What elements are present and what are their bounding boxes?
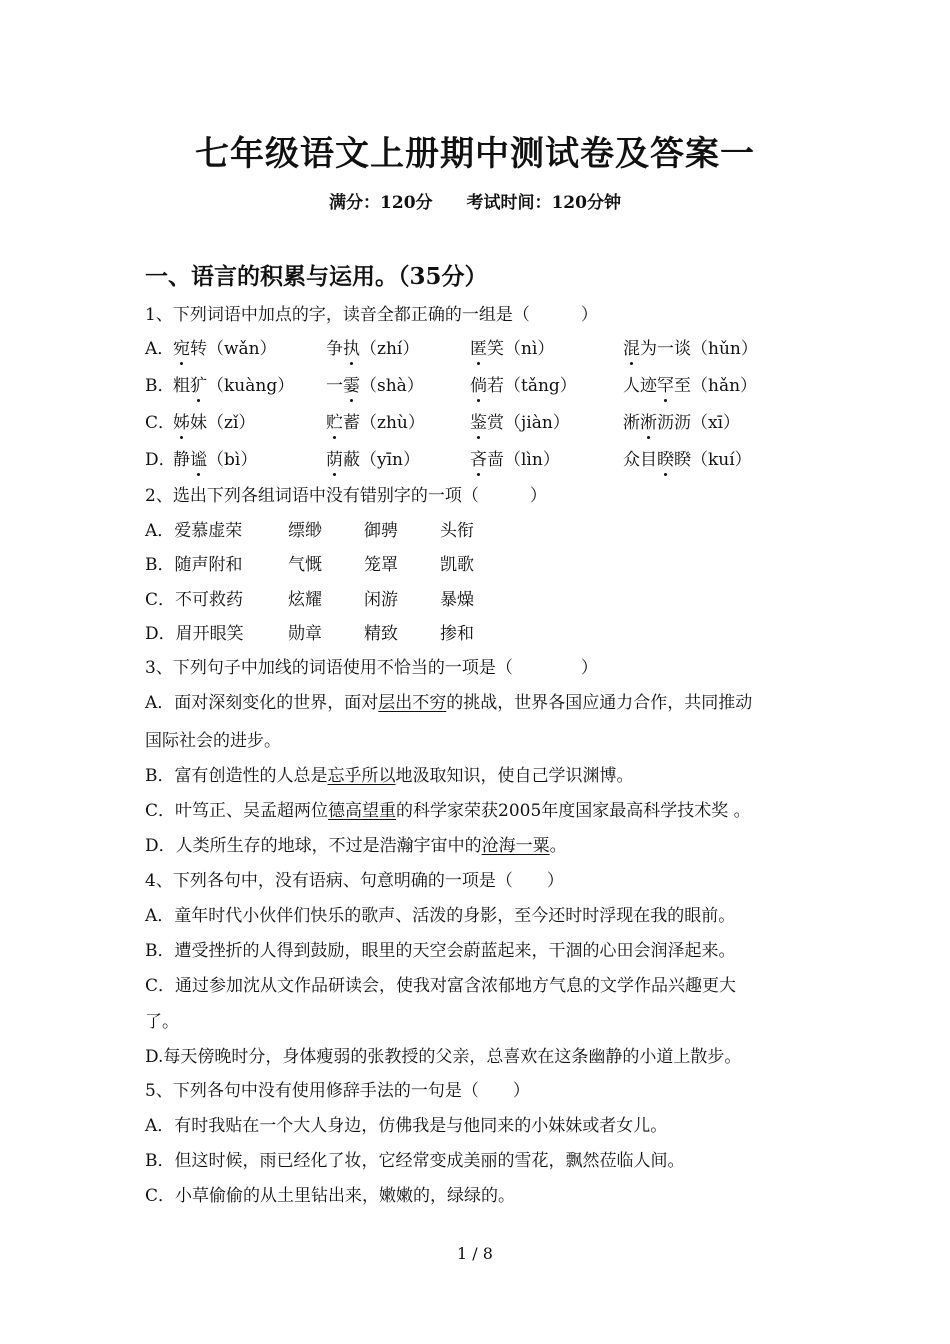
word: 荫蔽（yīn） [326,445,420,470]
dotted-char: 混 [623,334,640,359]
question-4-stem: 4、下列各句中，没有语病、句意明确的一项是（ ） [145,871,564,891]
word: 贮蓄（zhù） [326,408,425,433]
word: 一霎（shà） [326,371,424,396]
dotted-char: 淅 [640,408,657,433]
q1-option-a: A． 宛转（wǎn） 争执（zhí） 匿笑（nì） 混为一谈（hǔn） [145,334,805,358]
dotted-char: 贮 [326,408,343,433]
dotted-char: 谧 [190,445,207,470]
dotted-char: 姊 [173,408,190,433]
word: 倘若（tǎng） [470,371,577,396]
q1-option-c: C． 姊妹（zǐ） 贮蓄（zhù） 鉴赏（jiàn） 淅淅沥沥（xī） [145,408,805,432]
exam-meta [0,188,950,213]
word: 淅淅沥沥（xī） [623,408,740,433]
q4-option-b: B．遭受挫折的人得到鼓励，眼里的天空会蔚蓝起来，干涸的心田会润泽起来。 [145,941,736,961]
dotted-char: 罕 [657,371,674,396]
word: 混为一谈（hǔn） [623,334,758,359]
q2-option-d: D．眉开眼笑 勋章 精致 掺和 [145,624,474,644]
section-heading: 一、语言的积累与运用。（35分） [145,263,488,290]
word: 宛转（wǎn） [173,334,277,359]
dotted-char: 鉴 [470,408,487,433]
dotted-char: 睽 [657,445,674,470]
word: 鉴赏（jiàn） [470,408,570,433]
q5-option-c: C．小草偷偷的从土里钻出来，嫩嫩的，绿绿的。 [145,1186,516,1206]
word: 人迹罕至（hǎn） [623,371,757,396]
dotted-char: 执 [343,334,360,359]
page-title: 七年级语文上册期中测试卷及答案一 [195,134,755,174]
dotted-char: 犷 [190,371,207,396]
question-5-stem: 5、下列各句中没有使用修辞手法的一句是（ ） [145,1081,530,1101]
q1-option-d: D． 静谧（bì） 荫蔽（yīn） 吝啬（lìn） 众目睽睽（kuí） [145,445,805,469]
q3-option-b: B．富有创造性的人总是忘乎所以地汲取知识，使自己学识渊博。 [145,766,634,786]
dotted-char: 荫 [326,445,343,470]
dotted-char: 倘 [470,371,487,396]
q3-option-d: D．人类所生存的地球，不过是浩瀚宇宙中的沧海一粟。 [145,836,567,856]
page-number: 1 / 8 [457,1244,493,1263]
q2-option-a: A．爱慕虚荣 缥缈 御骋 头衔 [145,521,474,541]
dotted-char: 匿 [470,334,487,359]
question-1-stem: 1、下列词语中加点的字，读音全都正确的一组是（ ） [145,305,598,325]
q3-option-a: A．面对深刻变化的世界，面对层出不穷的挑战，世界各国应通力合作，共同推动 [145,693,753,713]
question-2-stem: 2、选出下列各组词语中没有错别字的一项（ ） [145,486,547,506]
underlined-phrase: 层出不穷 [378,693,447,713]
q4-option-c: C．通过参加沈从文作品研读会，使我对富含浓郁地方气息的文学作品兴趣更大 [145,976,737,996]
word: 争执（zhí） [326,334,419,359]
word: 众目睽睽（kuí） [623,445,752,470]
dotted-char: 霎 [343,371,360,396]
question-3-stem: 3、下列句子中加线的词语使用不恰当的一项是（ ） [145,658,598,678]
q4-option-d: D.每天傍晚时分，身体瘦弱的张教授的父亲，总喜欢在这条幽静的小道上散步。 [145,1047,742,1067]
q4-option-a: A．童年时代小伙伴们快乐的歌声、活泼的身影，至今还时时浮现在我的眼前。 [145,906,736,926]
word: 吝啬（lìn） [470,445,560,470]
word: 粗犷（kuàng） [173,371,294,396]
word: 匿笑（nì） [470,334,554,359]
word: 静谧（bì） [173,445,257,470]
full-score: 满分：120分 [329,193,433,213]
q3-option-c: C．叶笃正、吴孟超两位德高望重的科学家荣获2005年度国家最高科学技术奖 。 [145,801,751,821]
q5-option-b: B．但这时候，雨已经化了妆，它经常变成美丽的雪花，飘然莅临人间。 [145,1151,685,1171]
dotted-char: 吝 [470,445,487,470]
q3-option-a-cont: 国际社会的进步。 [145,731,281,751]
exam-time: 考试时间：120分钟 [466,193,621,213]
q2-option-b: B．随声附和 气慨 笼罩 凯歌 [145,555,474,575]
underlined-phrase: 沧海一粟 [481,836,550,856]
underlined-phrase: 忘乎所以 [327,766,396,786]
dotted-char: 宛 [173,334,190,359]
q5-option-a: A．有时我贴在一个大人身边，仿佛我是与他同来的小妹妹或者女儿。 [145,1116,668,1136]
q4-option-c-cont: 了。 [145,1012,179,1032]
q2-option-c: C．不可救药 炫耀 闲游 暴燥 [145,590,474,610]
q1-option-b: B． 粗犷（kuàng） 一霎（shà） 倘若（tǎng） 人迹罕至（hǎn） [145,371,805,395]
underlined-phrase: 德高望重 [328,801,397,821]
word: 姊妹（zǐ） [173,408,255,433]
